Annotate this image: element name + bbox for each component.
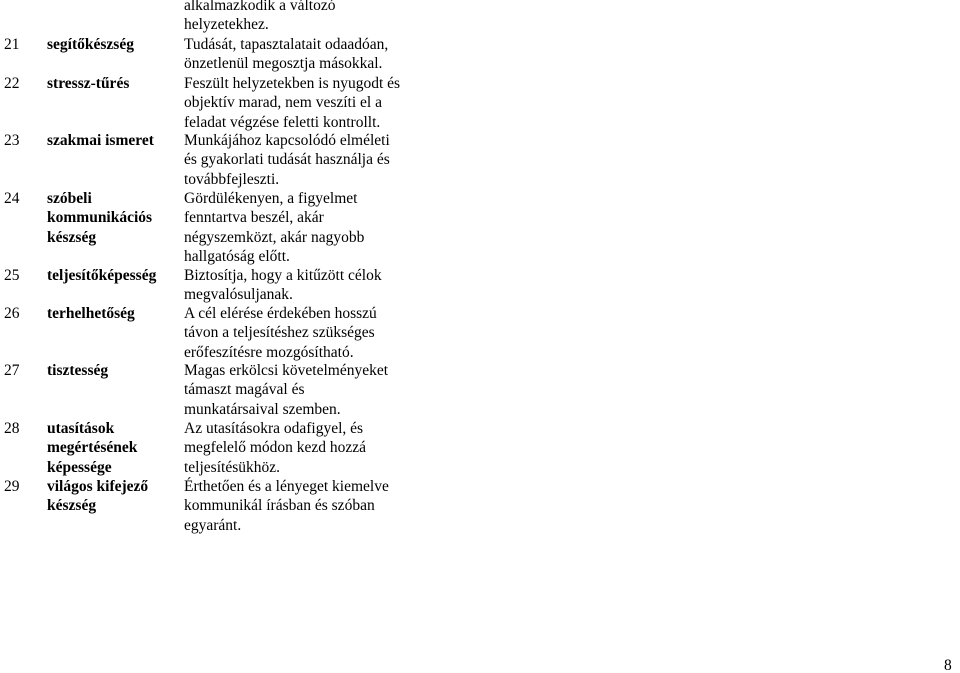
entry-description: Feszült helyzetekben is nyugodt és objektív marad, nem veszíti el a feladat végzése feletti kontrollt. [184,75,401,131]
continuation-description: alkalmazkodik a változó helyzetekhez. [184,0,336,34]
entry-description: Gördülékenyen, a figyelmet fenntartva beszél, akár négyszemközt, akár nagyobb hallgatóság előtt. [184,190,365,266]
entry-term: terhelhetőség [47,305,135,322]
entry-description: Az utasításokra odafigyel, és megfelelő módon kezd hozzá teljesítésükhöz. [184,420,367,476]
entry-description: Munkájához kapcsolódó elméleti és gyakorlati tudását használja és továbbfejleszti. [184,132,390,188]
page-number: 8 [944,657,952,673]
entry-number: 26 [4,305,20,322]
entry-term: segítőkészség [47,36,134,53]
entry-number: 21 [4,36,20,53]
entry-number: 29 [4,478,20,495]
entry-description: A cél elérése érdekében hosszú távon a teljesítéshez szükséges erőfeszítésre mozgósítható. [184,305,377,361]
entry-description: Tudását, tapasztalatait odaadóan, önzetlenül megosztja másokkal. [184,36,389,73]
entry-description: Érthetően és a lényeget kiemelve kommunikál írásban és szóban egyaránt. [184,478,389,534]
entry-number: 24 [4,190,20,207]
entry-term: szakmai ismeret [47,132,154,149]
entry-term: szóbeli kommunikációs készség [47,190,153,246]
entry-description: Magas erkölcsi követelményeket támaszt magával és munkatársaival szemben. [184,362,389,418]
entry-description: Biztosítja, hogy a kitűzött célok megvalósuljanak. [184,267,382,304]
entry-number: 23 [4,132,20,149]
entry-term: tisztesség [47,362,109,379]
entry-number: 27 [4,362,20,379]
entry-number: 28 [4,420,20,437]
entry-number: 22 [4,75,20,92]
entry-term: világos kifejező készség [47,478,149,515]
entry-term: teljesítőképesség [47,267,157,284]
entry-term: stressz-tűrés [47,75,130,92]
entry-number: 25 [4,267,20,284]
entry-term: utasítások megértésének képessége [47,420,138,476]
